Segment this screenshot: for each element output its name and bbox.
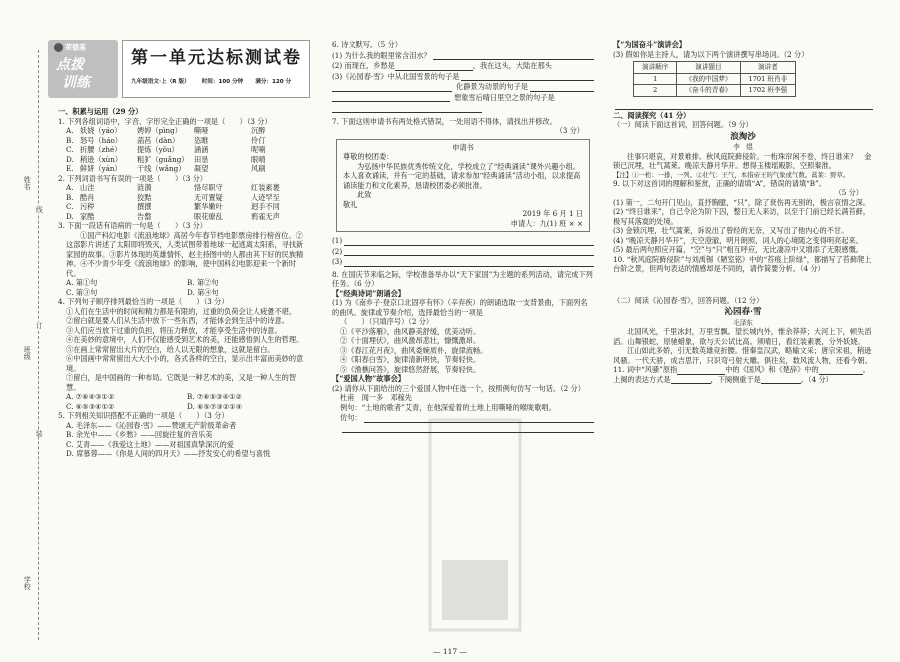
q2-option-row-2[interactable] <box>58 202 308 212</box>
q2-options <box>58 183 308 221</box>
column-right <box>613 40 873 384</box>
answer-line[interactable] <box>761 376 801 384</box>
option-cell: 恪尽职守 <box>194 183 223 192</box>
option-cell: 凝望 <box>194 164 209 173</box>
option-cell: 沉醉 <box>251 126 266 135</box>
answer-line[interactable] <box>344 259 594 267</box>
answer-line[interactable] <box>395 63 473 71</box>
section-heading: 一、积累与运用（29 分） <box>58 107 143 116</box>
q7-line-3: (3) <box>332 256 594 267</box>
poem-author: 李 煜 <box>733 142 753 151</box>
activity-3-prompt: (3) 假如你是主持人，请为以下两个演讲撰写串场词。（2 分） <box>613 49 809 59</box>
answer-line[interactable] <box>344 248 594 256</box>
option-cell: 污秽 <box>80 202 95 211</box>
option-cell: D. <box>66 154 74 164</box>
q3-passage: ①国产科幻电影《流浪地球》高居今年春节档电影票房排行榜首位。②这部影片讲述了太阳即将毁灭，人类试图带着地球一起逃离太阳系，寻找新家园的故事。③影片体现的英雄情怀，赵主持图中的人都由其下好的民族精神。④不少青少年受《流浪地球》的影响，使中国科幻电影迎来一个新时代。 <box>66 230 304 278</box>
option-cell: 撰撰 <box>137 202 152 211</box>
q7-line-2: (2) <box>332 246 594 257</box>
answer-line[interactable] <box>677 367 725 375</box>
list-item: ⑦留白，是中国画的一种布局。它既是一种艺术的美，又是一种人生的智慧。 <box>66 373 297 392</box>
q1-option-row-4[interactable] <box>58 164 308 174</box>
score-label: 满分：120 分 <box>255 79 292 85</box>
activity-1-answer[interactable]: （ ）（只填序号）（2 分） <box>340 317 434 326</box>
q3-option-b[interactable]: B. 第②句 <box>187 278 219 287</box>
letter-close-1: 此致 <box>357 190 372 199</box>
q1-option-row-0[interactable] <box>58 126 308 136</box>
table-cell: 1702 班李强 <box>740 85 796 97</box>
table-cell: 《奋斗的青春》 <box>677 85 740 97</box>
question-1: 1. 下列各组词语中，字音、字形完全正确的一项是（ ）（3 分） <box>58 116 272 126</box>
option-cell: 眼花缭乱 <box>194 211 223 221</box>
table-cell: 1 <box>634 73 677 85</box>
list-item: ③人们应当放下过重的负担，将压力释放，才能享受生活中的诗意。 <box>66 325 282 335</box>
q5-option[interactable]: B. 余光中——《乡愁》——回旋往复的音乐美 <box>66 430 213 439</box>
q6-line-3: (3)《沁园春·雪》中从北国雪景的句子是 <box>332 71 594 82</box>
poem-text: 往事只堪哀，对景难排。秋风庭院藓侵阶。一桁珠帘闲不卷，终日谁来？ 金锁已沉埋，壮气蒿莱。晚凉天静月华开。想得玉楼瑶殿影，空照秦淮。 <box>613 151 872 171</box>
binding-line <box>38 50 39 640</box>
column-left <box>58 106 308 459</box>
q9-statement[interactable]: (3) 金锁沉埋，壮气蒿莱，诉说出了曾经的无奈，又写出了他内心的不甘。 <box>613 226 849 236</box>
poem-2-stanza-2: 江山如此多娇，引无数英雄竞折腰。惜秦皇汉武，略输文采；唐宗宋祖，稍逊风骚。一代天骄，成吉思汗，只识弯弓射大雕。俱往矣，数风流人物，还看今朝。 <box>613 346 872 365</box>
q4-options-row1 <box>58 392 308 402</box>
reading-1-heading: （一）阅读下面这首词，回答问题。（9 分） <box>613 120 753 130</box>
q4-option-b[interactable]: B. ⑦⑥⑤③④①② <box>187 392 242 401</box>
option-cell: 提炼（yǒu） <box>137 145 179 154</box>
activity-2-heading: 【“爱国人物”故事会】 <box>332 374 405 383</box>
answer-line[interactable] <box>332 105 482 113</box>
activity-2-prompt: (2) 请你从下面给出的三个爱国人物中任选一个，按照例句仿写一句话。（2 分） <box>332 383 585 393</box>
watermark-stamp <box>420 410 530 640</box>
poem-note: 【注】①一桁：一排，一列。②壮气：王气，本指帝王的气象或气数。蒿莱：野草。 <box>613 170 850 179</box>
option-cell: 鸦雀无声 <box>251 211 280 221</box>
question-7: 7. 下面这则申请书有两处格式错误，一处用语不得体，请找出并修改。 <box>332 116 557 126</box>
list-item: ④在美妙的意境中，人们不仅能感受到艺术的美，还能感悟到人生的哲理。 <box>66 335 304 344</box>
school-label: 学校 <box>23 576 32 590</box>
list-item: ②留白就是要人们从生活中放下一些东西，才能体会到生活中的诗意。 <box>66 316 289 325</box>
q4-option-d[interactable]: D. ⑥⑤⑦③②①④ <box>187 401 243 411</box>
letter-title: 申请书 <box>452 142 474 152</box>
q9-statements <box>613 198 873 255</box>
answer-line[interactable] <box>671 376 711 384</box>
q6-line-5: 想象雪后晴日里空之景的句子是 <box>332 92 594 103</box>
option-cell: 呢喃 <box>251 145 266 154</box>
q6-line-1: (1) 为什么我的眼里常含泪水？ <box>332 50 594 61</box>
table-header-row <box>634 62 796 74</box>
q4-options-row2 <box>58 402 308 412</box>
test-header <box>48 40 310 98</box>
brand-logo <box>48 40 118 98</box>
letter-greeting: 尊敬的校团委： <box>343 152 394 161</box>
option-cell: 伶仃 <box>251 135 266 145</box>
reading-2-heading: （二）阅读《沁园春·雪》，回答问题。（12 分） <box>613 295 764 305</box>
answer-line[interactable] <box>530 84 594 92</box>
list-item: ①人们在生活中的时间和精力都是有限的，过重的负荷会让人疲惫不堪。 <box>66 306 297 316</box>
list-item: ⑤在画上常常留出大片的空白，给人以无限的想象，这就是留白。 <box>66 344 275 354</box>
answer-line[interactable] <box>344 238 594 246</box>
table-header: 演讲顺序 <box>634 62 677 74</box>
q9-score: （5 分） <box>834 188 863 198</box>
option-cell: 鲜妍（yán） <box>80 164 122 173</box>
q10-answer-space[interactable] <box>613 274 873 296</box>
table-cell: 2 <box>634 85 677 97</box>
q9-statement[interactable]: (5) 最后两句照应开篇，“空”与“只”相互呼应，无比凄凉中又增添了无限感慨。 <box>613 245 863 255</box>
q1-option-row-1[interactable] <box>58 136 308 146</box>
option-cell: 红装素裹 <box>251 183 280 192</box>
exam-meta <box>131 79 301 86</box>
q1-options <box>58 126 308 174</box>
q1-option-row-3[interactable] <box>58 155 308 165</box>
q3-option-c[interactable]: C. 第③句 <box>66 287 98 297</box>
option-cell: 眼晴 <box>251 154 266 164</box>
activity-3-answer <box>613 99 873 110</box>
list-item: ①《平沙落雁》，曲风静美舒缓，优美动听。 <box>340 326 481 336</box>
activity-2-people: 杜甫 闻一多 邓稼先 <box>340 393 412 402</box>
poem-title: 浪淘沙 <box>730 131 756 142</box>
q3-option-a[interactable]: A. 第①句 <box>66 278 98 287</box>
letter-close-2: 敬礼 <box>343 199 358 209</box>
option-cell: 粗犷（guǎng） <box>137 154 189 164</box>
question-4: 4. 下列句子顺序排列最恰当的一项是（ ）（3 分） <box>58 297 229 306</box>
option-cell: 娉婷（pìng） <box>137 126 182 135</box>
question-8: 8. 在国庆节来临之际，学校准备举办以“天下家国”为主题的系列活动，请完成下列任务。（6 分） <box>332 269 593 288</box>
question-2: 2. 下列词语书写有误的一项是（ ）（3 分） <box>58 173 207 183</box>
grade-label: 九年级语文·上（R 版） <box>131 79 190 85</box>
list-item: ⑥中国画中常常留出大大小小的，各式各样的空白，显示出丰富而美妙的意境。 <box>66 354 304 373</box>
question-5: 5. 下列相关知识搭配不正确的一项是（ ）（3 分） <box>58 411 229 420</box>
q7-score: （3 分） <box>555 126 584 135</box>
option-cell: A. <box>66 183 74 192</box>
activity-1-prompt: (1) 为《南乡子·登京口北固亭有怀》（辛弃疾）的朗诵选取一支背景曲，下面列名的曲风、旋律或节奏介绍，选择最恰当的一项是 <box>332 298 588 317</box>
binding-strip <box>0 40 48 652</box>
option-cell: 干线（wǎng） <box>137 164 186 173</box>
option-cell: 告罄 <box>137 211 152 221</box>
letter-body: 为弘扬中华民族优秀传统文化，学校成立了“经典诵读”课外兴趣小组。本人喜欢诵读，并有一定的基础，请求参加“经典诵读”活动小组，以求提高诵读能力和文化素养，恳请校团委必须批准。 <box>343 161 581 190</box>
q4-option-c[interactable]: C. ⑥⑤③④①② <box>66 401 115 411</box>
q5-option[interactable]: A. 毛泽东——《沁园春·雪》——赞颂无产阶级革命者 <box>66 420 237 430</box>
q2-option-row-1[interactable] <box>58 193 308 203</box>
option-cell: 涟漪 <box>137 183 152 192</box>
q9-statement[interactable]: (2) “终日谁来”，自己令沦为阶下囚，整日无人来访，以至于门前已经长满苔藓，极写其落寞的处境。 <box>613 207 871 226</box>
answer-line[interactable] <box>332 84 452 92</box>
option-cell: 无可置疑 <box>194 192 223 202</box>
option-cell: E. <box>66 164 74 173</box>
list-item: ⑤《渔樵问答》，旋律悠然舒展，节奏轻快。 <box>340 364 481 374</box>
brand-name: 荣德基 <box>54 43 86 53</box>
q5-option[interactable]: D. 席慕蓉——《你是人间的四月天》——抒发安心的希望与喜悦 <box>66 449 271 458</box>
q2-option-row-3[interactable] <box>58 212 308 222</box>
page-number: — 117 — <box>432 647 468 656</box>
option-cell: 家酷 <box>80 211 95 221</box>
q2-option-row-0[interactable] <box>58 183 308 193</box>
answer-line[interactable] <box>332 94 450 102</box>
poem-2-author: 毛泽东 <box>733 318 753 327</box>
table-row <box>634 73 796 85</box>
activity-1-heading: 【“经典诗词”朗诵会】 <box>332 288 405 298</box>
question-3: 3. 下面一段话有语病的一句是（ ）（3 分） <box>58 221 207 230</box>
option-cell: 狡黠 <box>137 192 152 202</box>
table-cell: 《我的中国梦》 <box>677 73 740 85</box>
option-cell: 稍逊（xùn） <box>80 154 123 164</box>
option-cell: 菡萏（dàn） <box>137 135 180 145</box>
option-cell: 人迹罕至 <box>251 192 280 202</box>
brand-icon <box>54 43 63 52</box>
option-cell: 迥手不同 <box>251 202 280 211</box>
activity-1-options <box>332 327 594 375</box>
option-cell: B. <box>66 135 74 145</box>
letter-date: 2019 年 6 月 1 日 <box>522 209 583 218</box>
list-item: ④《阳春白雪》，旋律清新明快，节奏轻快。 <box>340 355 481 364</box>
q5-options <box>58 421 308 459</box>
application-letter <box>336 139 590 233</box>
option-cell: 繁华嫩叶 <box>194 202 223 211</box>
option-cell: 怒号（háo） <box>80 135 122 145</box>
activity-3-heading: 【“为国奋斗”演讲会】 <box>613 40 686 49</box>
answer-line[interactable] <box>461 73 594 81</box>
option-cell: 折腰（zhé） <box>80 145 122 154</box>
poem-2-stanza-1: 北国风光，千里冰封，万里雪飘。望长城内外，惟余莽莽；大河上下，顿失滔滔。山舞银蛇，原驰蜡象，欲与天公试比高。须晴日，看红装素裹，分外妖娆。 <box>613 327 872 346</box>
option-cell: 恣睢 <box>194 135 209 145</box>
class-label: 班级 <box>23 346 32 360</box>
speech-table <box>633 61 796 97</box>
option-cell: 田垦 <box>194 154 209 164</box>
answer-line[interactable] <box>433 52 594 60</box>
table-header: 演讲者 <box>740 62 796 74</box>
q9-statement[interactable]: (4) “晚凉天静月华开”，天空澄澈，明月朗照，词人的心境随之变得明亮起来。 <box>613 235 863 245</box>
list-item: ②《十面埋伏》，曲风激昂悲壮，慷慨激昂。 <box>340 336 481 345</box>
table-cell: 1701 班肖非 <box>740 73 796 85</box>
list-item: ③《春江花月夜》，曲风委婉质朴，旋律流畅。 <box>340 345 488 355</box>
logo-text-2: 训练 <box>62 75 90 91</box>
option-cell: D. <box>66 211 74 221</box>
option-cell: 嘶哑 <box>194 126 209 135</box>
q9-statement[interactable]: (1) 第一，二句开门见山，直抒胸臆，“只”，除了衰伤再无别的，极言哀情之深。 <box>613 197 871 207</box>
section-heading: 二、阅读探究（41 分） <box>613 110 691 120</box>
q6-line-6 <box>332 102 594 113</box>
activity-2-example: 例句：“土地的歌者”艾青，在他深爱着的土地上用嘶哑的喉咙歌唱。 <box>340 402 556 412</box>
binding-mark-line: 线 <box>35 206 44 213</box>
question-11: 11. 词中“风骚”原指 中的《国风》和《楚辞》中的 。上阕的表达方式是 ，下阕侧重于是 。（4 分） <box>613 365 870 384</box>
option-cell: C. <box>66 145 74 154</box>
option-cell: 妖娆（yáo） <box>80 126 122 135</box>
option-cell: 酷肖 <box>80 192 95 202</box>
binding-mark-bind: 装 <box>35 430 44 437</box>
option-cell: A. <box>66 126 74 135</box>
table-header: 演讲题目 <box>677 62 740 74</box>
answer-line[interactable] <box>819 367 863 375</box>
logo-text-1: 点拨 <box>56 57 84 73</box>
column-middle <box>332 40 594 433</box>
time-label: 时间：100 分钟 <box>201 79 244 85</box>
q6-line-2: (2) 而现在，乡愁是 ，我在这头，大陆在那头 <box>332 61 552 70</box>
letter-signer: 申请人：九(1) 班 × × <box>510 218 583 228</box>
option-cell: C. <box>66 202 74 211</box>
activity-2-answer: 仿句： <box>332 412 594 423</box>
name-label: 姓名 <box>23 176 32 190</box>
question-6: 6. 诗文默写。（5 分） <box>332 40 402 49</box>
answer-line[interactable] <box>615 102 873 110</box>
q3-options-row2 <box>58 288 308 298</box>
q1-option-row-2[interactable] <box>58 145 308 155</box>
title-box <box>122 40 310 98</box>
q3-options-row1 <box>58 278 308 288</box>
question-9: 9. 以下对这首词的理解和鉴赏，正确的请填“A”，错误的请填“B”。 <box>613 178 826 188</box>
question-10: 10. “秋风庭院藓侵阶”与刘禹锡《陋室铭》中的“苔痕上阶绿”，都描写了苔藓爬上台阶之景，但两句表达的情感却是不同的，请作简要分析。（4 分） <box>613 254 872 274</box>
binding-mark-order: 订 <box>35 322 44 329</box>
option-cell: 风刷 <box>251 164 266 173</box>
q6-line-4: 化静景为动景的句子是 <box>332 81 594 92</box>
q7-line-1: (1) <box>332 235 594 246</box>
q5-option[interactable]: C. 艾青——《我爱这土地》——对祖国真挚深沉的爱 <box>66 439 234 449</box>
q4-option-a[interactable]: A. ⑦⑥④③①② <box>66 392 115 401</box>
q3-option-d[interactable]: D. 第④句 <box>187 287 219 297</box>
option-cell: 山洼 <box>80 183 95 192</box>
option-cell: 涵涵 <box>194 145 209 154</box>
q4-sentences <box>58 307 308 393</box>
table-row <box>634 85 796 97</box>
option-cell: B. <box>66 192 74 202</box>
poem-2-title: 沁园春·雪 <box>724 307 762 318</box>
page-title: 第一单元达标测试卷 <box>131 48 302 68</box>
